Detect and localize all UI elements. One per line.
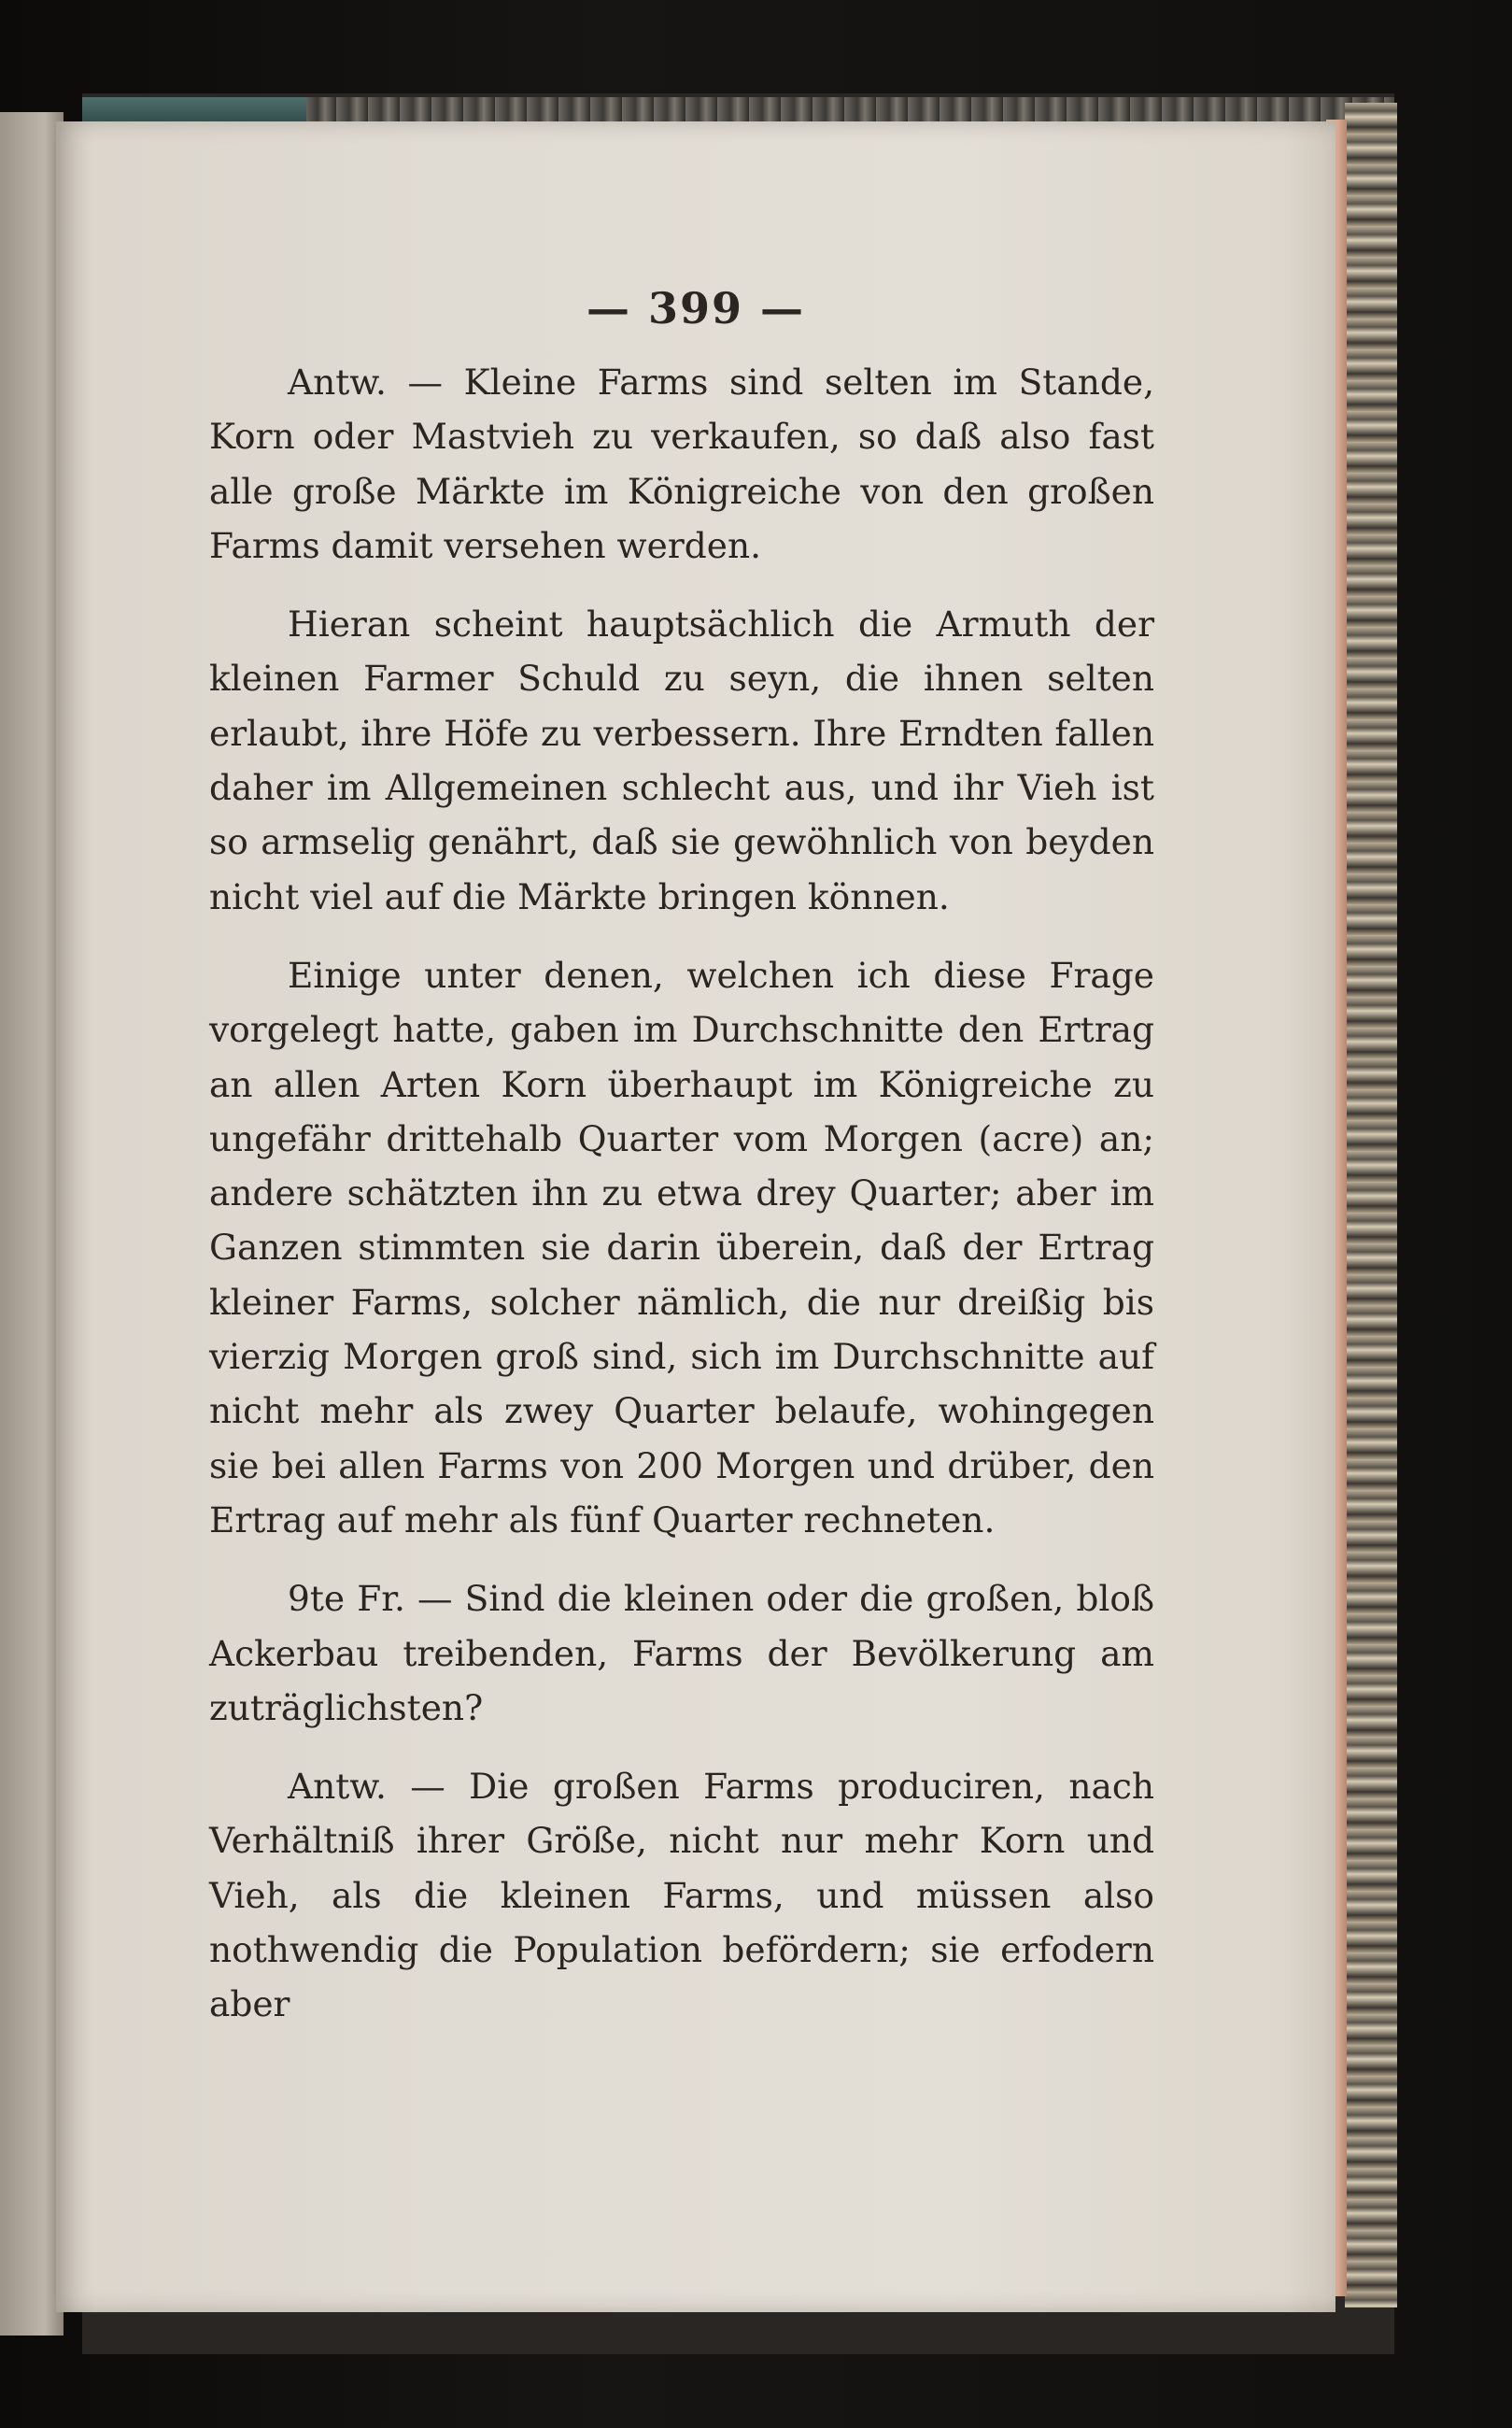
paragraph-yield: Einige unter denen, welchen ich diese Frage vorgelegt hatte, gaben im Durchschnitte den Ertrag an allen Arten Korn überhaupt im Königreiche zu ungefähr drittehalb Quarter vom Morgen (acre) an; andere schätzten ihn zu etwa drey Quarter; aber im Ganzen stimmten sie darin überein, daß der Ertrag kleiner Farms, solcher nämlich, die nur dreißig bis vierzig Morgen groß sind, sich im Durchschnitte auf nicht mehr als zwey Quarter belaufe, wohingegen sie bei allen Farms von 200 Morgen und drüber, den Ertrag auf mehr als fünf Quarter rechneten. [209,954,1154,1541]
marbled-fore-edge [1345,103,1397,2307]
book-page [56,121,1335,2312]
paragraph-answer-large-farms: Antw. — Die großen Farms produciren, nach Verhältniß ihrer Größe, nicht nur mehr Korn und Vieh, als die kleinen Farms, und müssen also nothwendig die Population befördern; sie erfodern aber [209,1766,1154,2025]
paragraph-answer-small-farms: Antw. — Kleine Farms sind selten im Stande, Korn oder Mastvieh zu verkaufen, so daß also fast alle große Märkte im Königreiche von den großen Farms damit versehen werden. [209,362,1154,566]
paragraph-question-9: 9te Fr. — Sind die kleinen oder die großen, bloß Ackerbau treibenden, Farms der Bevölkerung am zuträglichsten? [209,1578,1154,1728]
paragraph-poverty: Hieran scheint hauptsächlich die Armuth der kleinen Farmer Schuld zu seyn, die ihnen selten erlaubt, ihre Höfe zu verbessern. Ihre Erndten fallen daher im Allgemeinen schlecht aus, und ihr Vieh ist so armselig genährt, daß sie gewöhnlich von beyden nicht viel auf die Märkte bringen können. [209,603,1154,917]
page-number: — 399 — [586,283,806,334]
facing-page-edge [0,112,64,2336]
page-text [209,355,1154,2056]
